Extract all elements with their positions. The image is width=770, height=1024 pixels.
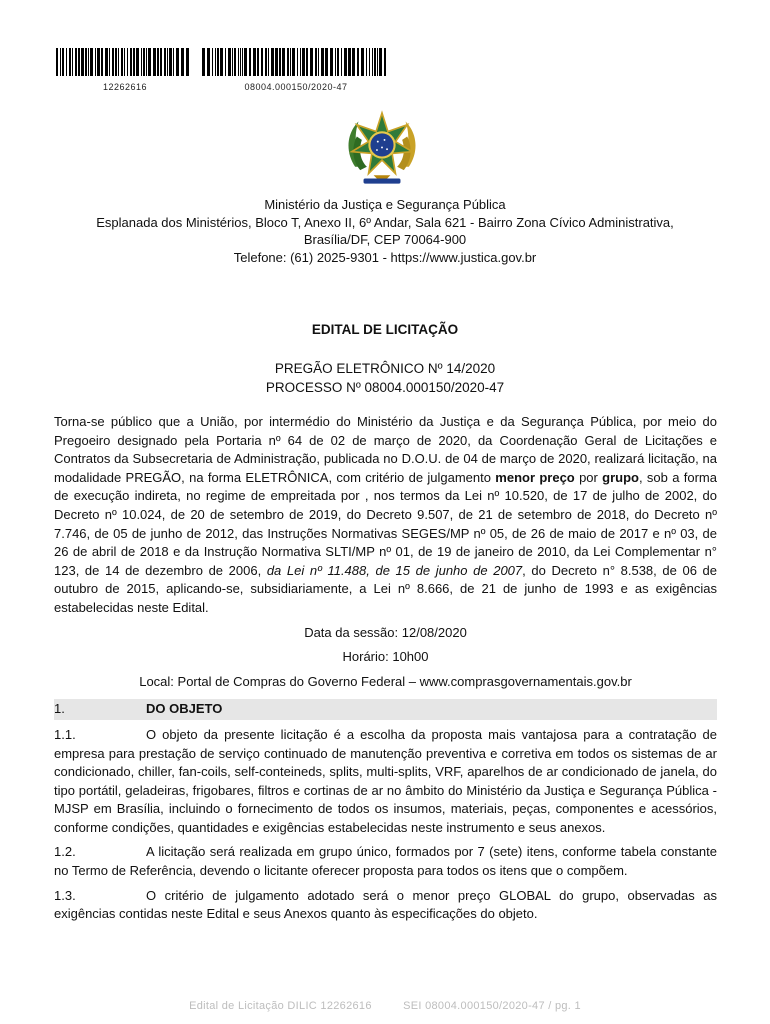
barcode-bar — [167, 48, 168, 76]
barcode-bar — [105, 48, 108, 76]
barcode-bars — [202, 48, 390, 76]
barcode-bar — [136, 48, 139, 76]
clause-text: A licitação será realizada em grupo único, formados por 7 (sete) itens, conforme tabela constante no Termo de Referência, devendo o licitante oferecer proposta para todos os itens que o compõem. — [54, 844, 717, 879]
ministry-name: Ministério da Justiça e Segurança Pública — [264, 197, 506, 212]
intro-text: por — [574, 469, 603, 485]
clause-number: 1.1. — [54, 726, 76, 742]
barcode-bar — [275, 48, 278, 76]
process-barcode — [202, 48, 390, 92]
barcode-bar — [62, 48, 64, 76]
barcode-bar — [271, 48, 274, 76]
brazil-coat-of-arms-icon — [340, 108, 424, 192]
barcode-bar — [225, 48, 226, 76]
barcode-bar — [325, 48, 328, 76]
barcode-bar — [181, 48, 184, 76]
barcode-bar — [228, 48, 231, 76]
barcode-bar — [160, 48, 162, 76]
barcode-bar — [292, 48, 295, 76]
barcode-bar — [212, 48, 213, 76]
barcode-bar — [279, 48, 281, 76]
barcode-bar — [287, 48, 289, 76]
city-line: Brasília/DF, CEP 70064-900 — [303, 232, 467, 247]
barcode-bar — [268, 48, 269, 76]
session-date: Data da sessão: 12/08/2020 — [304, 624, 467, 640]
barcode-bar — [220, 48, 223, 76]
barcode-bar — [56, 48, 58, 76]
barcode-bar — [232, 48, 233, 76]
page-footer — [0, 1000, 770, 1012]
barcode-bar — [310, 48, 313, 76]
barcode-bar — [217, 48, 219, 76]
clause-number: 1.2. — [54, 844, 76, 860]
barcode-bar — [141, 48, 142, 76]
barcode-bar — [75, 48, 77, 76]
barcode-bar — [157, 48, 159, 76]
barcode-bar — [164, 48, 166, 76]
barcode-bar — [176, 48, 179, 76]
barcode-bar — [234, 48, 236, 76]
session-place: Local: Portal de Compras do Governo Federal – www.comprasgovernamentais.gov.br — [139, 673, 632, 689]
barcode-bar — [257, 48, 259, 76]
barcode-bar — [121, 48, 123, 76]
barcode-bar — [81, 48, 84, 76]
intro-text: , do Decreto n° 8.538, de 06 de outubro de 2015, aplicando-se, subsidiariamente, a Lei nº 8.666, de 21 de junho de 1993 e as exigências estabelecidas neste Edital. — [54, 562, 718, 615]
intro-bold-group: grupo — [602, 469, 639, 485]
intro-text: , sob a forma de execução indireta, no regime de empreitada por , nos termos da Lei nº 10.520, de 17 de julho de 2002, do Decreto nº 10.024, de 20 de setembro de 2019, do Decreto 9.507, de 21 de setembro de 2018, do Decreto nº 7.746, de 05 de junho de 2012, das Instruções Normativas SEGES/MP nº 05, de 26 de maio de 2017 e nº 03, de 26 de abril de 2018 e da Instrução Normativa SLTI/MP nº 01, de 19 de janeiro de 2010, da Lei Complementar n° 123, de 14 de dezembro de 2006, — [54, 469, 717, 578]
barcode-bars — [56, 48, 194, 76]
barcode-bar — [124, 48, 125, 76]
section-heading — [54, 699, 717, 720]
letterhead — [40, 196, 730, 266]
barcode-bar — [374, 48, 376, 76]
document-barcode — [56, 48, 194, 92]
barcode-bar — [384, 48, 386, 76]
barcode-bar — [133, 48, 135, 76]
barcode-bar — [244, 48, 247, 76]
barcode-bar — [130, 48, 132, 76]
barcode-bar — [72, 48, 73, 76]
document-subtitles — [40, 359, 730, 397]
barcode-bar — [90, 48, 93, 76]
barcode-bar — [85, 48, 87, 76]
barcode-bar — [118, 48, 119, 76]
barcode-bar — [337, 48, 339, 76]
barcode-bar — [97, 48, 100, 76]
barcode-bar — [143, 48, 145, 76]
clause-paragraph — [54, 887, 717, 924]
barcode-bar — [173, 48, 174, 76]
barcode-bar — [242, 48, 243, 76]
document-body — [54, 413, 717, 924]
barcode-bar — [369, 48, 370, 76]
barcode-bar — [95, 48, 96, 76]
barcode-bar — [127, 48, 128, 76]
section-number: 1. — [54, 701, 65, 717]
barcode-bar — [282, 48, 285, 76]
clause-paragraph — [54, 726, 717, 838]
barcode-bar — [215, 48, 216, 76]
barcode-bar — [78, 48, 80, 76]
barcode-bar — [148, 48, 151, 76]
barcode-bar — [261, 48, 263, 76]
document-title: EDITAL DE LICITAÇÃO — [311, 322, 459, 337]
intro-paragraph — [54, 413, 717, 618]
session-time: Horário: 10h00 — [342, 649, 429, 665]
clause-text: O critério de julgamento adotado será o menor preço GLOBAL do grupo, observadas as exigências contidas neste Edital e seus Anexos quanto às especificações do objeto. — [54, 887, 717, 922]
barcode-bar — [335, 48, 336, 76]
barcode-bar — [253, 48, 256, 76]
barcode-bar — [249, 48, 251, 76]
processo-number: PROCESSO Nº 08004.000150/2020-47 — [265, 380, 505, 395]
footer-page-number: SEI 08004.000150/2020-47 / pg. 1 — [403, 1000, 581, 1012]
barcode-bar — [379, 48, 382, 76]
barcode-bar — [302, 48, 305, 76]
barcode-bar — [297, 48, 298, 76]
barcode-bar — [290, 48, 291, 76]
barcode-bar — [372, 48, 373, 76]
section-title: DO OBJETO — [146, 701, 223, 717]
barcode-bar — [69, 48, 71, 76]
intro-text: Torna-se público que a União, por intermédio do Ministério da Justiça e da Segurança Pública, por meio do Pregoeiro designado pela Portaria nº 64 de 02 de março de 2020, da Coordenação Geral de Licitações e Contratos da Subsecretaria de Administração, publicada no D.O.U. de 04 de março de 2020, realizará licitação, na modalidade PREGÃO, na forma ELETRÔNICA, com critério de julgamento — [54, 414, 717, 485]
barcode-bar — [344, 48, 347, 76]
clause-paragraph — [54, 843, 717, 880]
barcode-bar — [112, 48, 114, 76]
barcode-bar — [348, 48, 351, 76]
barcode-bar — [357, 48, 359, 76]
footer-document-id: Edital de Licitação DILIC 12262616 — [189, 1000, 372, 1012]
barcode-bar — [315, 48, 317, 76]
barcode-bar — [377, 48, 378, 76]
phone-line: Telefone: (61) 2025-9301 - https://www.justica.gov.br — [233, 249, 537, 265]
barcode-bar — [321, 48, 324, 76]
barcode-bar — [318, 48, 319, 76]
barcode-bar — [202, 48, 205, 76]
barcode-bar — [186, 48, 189, 76]
barcode-bar — [153, 48, 156, 76]
barcode-bar — [238, 48, 239, 76]
barcode-bar — [240, 48, 241, 76]
barcode-bar — [66, 48, 67, 76]
barcode-bar — [306, 48, 308, 76]
barcode-bar — [265, 48, 267, 76]
barcode-bar — [146, 48, 147, 76]
barcode-bar — [207, 48, 210, 76]
barcode-bar — [352, 48, 355, 76]
clause-text: O objeto da presente licitação é a escolha da proposta mais vantajosa para a contratação de empresa para prestação de serviço continuado de manutenção preventiva e corretiva em todos os sistemas de ar condicionado, chiller, fan-coils, self-conteineds, splits, multi-splits, VRF, aparelhos de ar condicionado de janela, do tipo portátil, geladeiras, frigobares, filtros e cortinas de ar no âmbito do Ministério da Justiça e Segurança Pública - MJSP em Brasília, incluindo o fornecimento de todos os insumos, materiais, peças, componentes e acessórios, conforme condições, quantidades e exigências estabelecidas neste instrumento e seus anexos. — [54, 726, 717, 835]
barcode-bar — [300, 48, 301, 76]
barcode-bar — [169, 48, 172, 76]
barcode-label: 12262616 — [102, 82, 148, 92]
barcode-bar — [101, 48, 103, 76]
address-line: Esplanada dos Ministérios, Bloco T, Anexo II, 6º Andar, Sala 621 - Bairro Zona Cívico Administrativa, — [96, 214, 674, 230]
intro-italic-law: da Lei nº 11.488, de 15 de junho de 2007 — [266, 562, 523, 578]
barcode-label: 08004.000150/2020-47 — [244, 82, 348, 92]
barcode-bar — [361, 48, 364, 76]
barcode-bar — [60, 48, 61, 76]
barcode-bar — [330, 48, 333, 76]
pregao-number: PREGÃO ELETRÔNICO Nº 14/2020 — [274, 361, 496, 376]
barcode-bar — [109, 48, 110, 76]
barcode-bar — [341, 48, 342, 76]
barcode-bar — [88, 48, 89, 76]
barcode-bar — [115, 48, 117, 76]
barcode-bar — [366, 48, 367, 76]
clause-number: 1.3. — [54, 887, 76, 903]
intro-bold-criterion: menor preço — [495, 469, 575, 485]
